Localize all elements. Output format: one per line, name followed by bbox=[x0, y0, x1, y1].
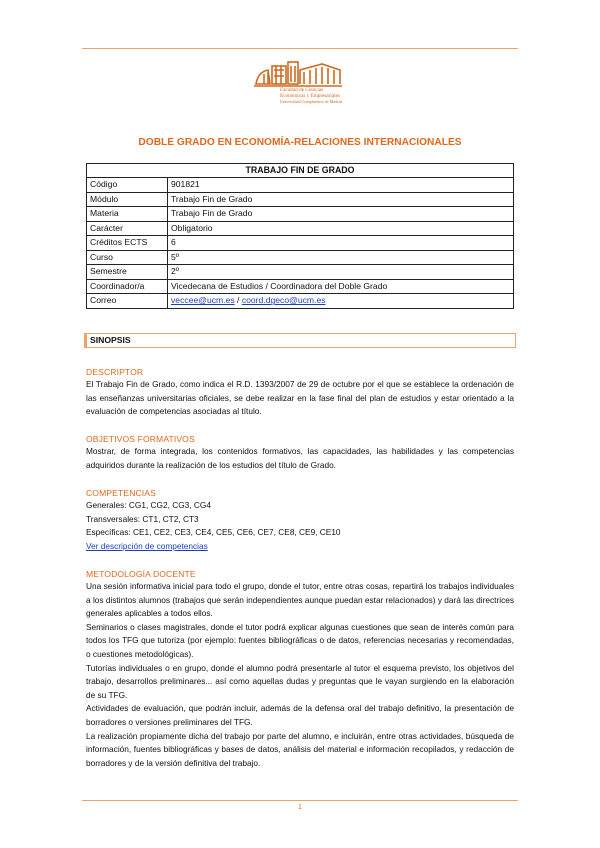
row-label: Código bbox=[87, 178, 168, 193]
competencias-transversales: Transversales: CT1, CT2, CT3 bbox=[86, 513, 199, 524]
row-label: Créditos ECTS bbox=[87, 236, 168, 251]
row-label: Materia bbox=[87, 207, 168, 222]
table-row bbox=[87, 178, 514, 193]
metodologia-paragraph: Actividades de evaluación, que podrán incluir, además de la defensa oral del trabajo definitivo, la presentación de borradores o versiones preliminares del TFG. bbox=[86, 703, 514, 727]
descriptor-text: El Trabajo Fin de Grado, como indica el R.D. 1393/2007 de 29 de octubre por el que se establece la ordenación de las enseñanzas universitarias oficiales, se debe realizar en la fase final del plan de estudios y estar orientado a la evaluación de competencias asociadas al título. bbox=[86, 379, 514, 417]
metodologia-section bbox=[86, 568, 514, 770]
objetivos-title: OBJETIVOS FORMATIVOS bbox=[86, 434, 195, 444]
row-value: 5º bbox=[168, 250, 514, 265]
metodologia-title: METODOLOGÍA DOCENTE bbox=[86, 569, 196, 579]
competencias-title: COMPETENCIAS bbox=[86, 488, 156, 498]
row-value: 901821 bbox=[168, 178, 514, 193]
svg-text:Facultad de Ciencias: Facultad de Ciencias bbox=[280, 87, 324, 93]
row-value: Trabajo Fin de Grado bbox=[168, 207, 514, 222]
table-row bbox=[87, 207, 514, 222]
competencias-generales: Generales: CG1, CG2, CG3, CG4 bbox=[86, 500, 211, 510]
row-label: Correo bbox=[87, 294, 168, 309]
table-row bbox=[87, 250, 514, 265]
degree-title: DOBLE GRADO EN ECONOMÍA-RELACIONES INTERNACIONALES bbox=[138, 137, 462, 148]
metodologia-paragraph: Tutorías individuales o en grupo, donde el alumno podrá presentarle al tutor el esquema previsto, los objetivos del trabajo, desarrollos preliminares... así como aquellas dudas y preguntas que le vayan surgiendo en la elaboración de su TFG. bbox=[86, 662, 514, 700]
row-label: Carácter bbox=[87, 221, 168, 236]
faculty-logo bbox=[252, 58, 362, 114]
sinopsis-heading: SINOPSIS bbox=[84, 333, 516, 348]
row-label: Coordinador/a bbox=[87, 279, 168, 294]
competencias-section bbox=[86, 487, 514, 553]
ver-competencias-link[interactable]: Ver descripción de competencias bbox=[86, 540, 208, 551]
objetivos-text: Mostrar, de forma integrada, los contenidos formativos, las capacidades, las habilidades y las competencias adquiridos durante la realización de los estudios del título de Grado. bbox=[86, 446, 514, 470]
footer-rule bbox=[82, 800, 518, 801]
table-row bbox=[87, 236, 514, 251]
descriptor-title: DESCRIPTOR bbox=[86, 367, 144, 377]
row-value bbox=[168, 294, 514, 309]
metodologia-paragraph: Seminarios o clases magistrales, donde el tutor podrá explicar algunas cuestiones que sean de interés común para todos los TFG que tutoriza (por ejemplo: fuentes bibliográficas o de datos, referencias necesarias y recomendadas, o cuestiones metodológicas). bbox=[86, 621, 514, 659]
page-number: 1 bbox=[298, 804, 302, 811]
row-value: 2º bbox=[168, 265, 514, 280]
svg-text:Económicas y Empresariales: Económicas y Empresariales bbox=[280, 93, 340, 99]
svg-text:Universidad Complutense de Mad: Universidad Complutense de Madrid bbox=[280, 99, 342, 104]
table-row-email bbox=[87, 294, 514, 309]
table-row bbox=[87, 279, 514, 294]
table-row bbox=[87, 265, 514, 280]
email-separator: / bbox=[234, 295, 242, 306]
row-label: Curso bbox=[87, 250, 168, 265]
descriptor-section bbox=[86, 366, 514, 419]
metodologia-paragraph: Una sesión informativa inicial para todo el grupo, donde el tutor, entre otras cosas, repartirá los trabajos individuales a los distintos alumnos (trabajos que serán independientes aunque puedan estar relacionados) y dará las directrices generales aplicables a todos ellos. bbox=[86, 581, 514, 619]
table-header-row bbox=[87, 164, 514, 178]
email-link-veccee[interactable]: veccee@ucm.es bbox=[171, 295, 235, 306]
row-value: Obligatorio bbox=[168, 221, 514, 236]
course-info-table bbox=[86, 163, 514, 309]
table-row bbox=[87, 192, 514, 207]
table-row bbox=[87, 221, 514, 236]
row-value: Vicedecana de Estudios / Coordinadora del Doble Grado bbox=[168, 279, 514, 294]
header-rule bbox=[82, 48, 518, 49]
metodologia-paragraph: La realización propiamente dicha del trabajo por parte del alumno, e incluirán, entre otras actividades, búsqueda de información, fuentes bibliográficas y bases de datos, análisis del material e información recopilados, y redacción de borradores y de la versión definitiva del trabajo. bbox=[86, 730, 514, 768]
row-value: Trabajo Fin de Grado bbox=[168, 192, 514, 207]
row-value: 6 bbox=[168, 236, 514, 251]
email-link-coord[interactable]: coord.dgeco@ucm.es bbox=[241, 295, 326, 306]
row-label: Semestre bbox=[87, 265, 168, 280]
competencias-especificas: Específicas: CE1, CE2, CE3, CE4, CE5, CE6, CE7, CE8, CE9, CE10 bbox=[86, 527, 341, 538]
row-label: Módulo bbox=[87, 192, 168, 207]
objetivos-section bbox=[86, 433, 514, 472]
table-heading: TRABAJO FIN DE GRADO bbox=[87, 164, 514, 178]
